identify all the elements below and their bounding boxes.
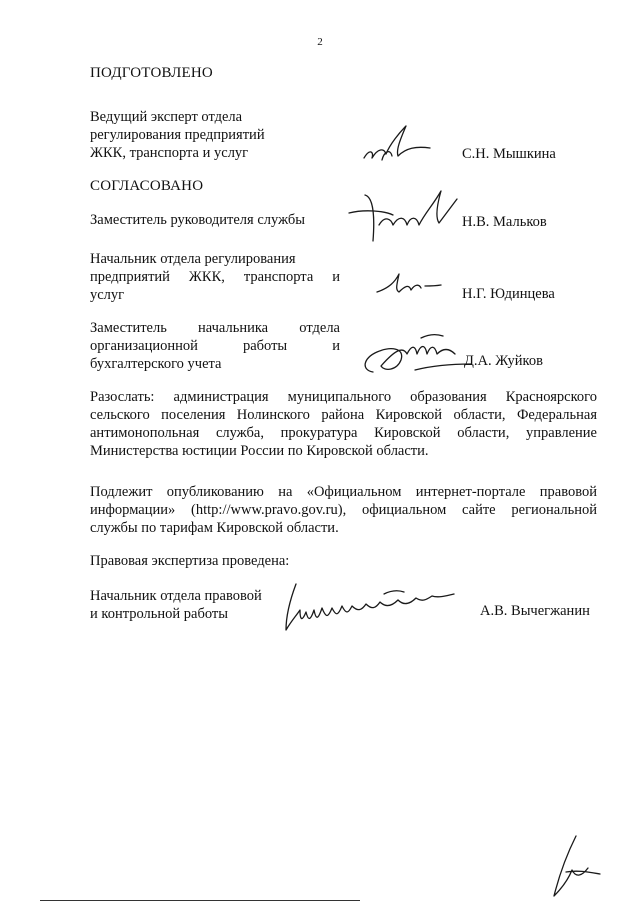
signer-position (90, 211, 350, 229)
prepared-heading: ПОДГОТОВЛЕНО (90, 65, 213, 81)
signer-name: Д.А. Жуйков (464, 353, 543, 369)
text-line: антимонопольная служба, прокуратура Кировской области, управление (90, 425, 597, 441)
page-number: 2 (317, 36, 323, 48)
text-line: Министерства юстиции России по Кировской области. (90, 443, 429, 459)
initials-mark (548, 832, 608, 902)
text-line: Подлежит опубликованию на «Официальном интернет-портале правовой (90, 484, 597, 500)
position-line: ЖКК, транспорта и услуг (90, 145, 249, 161)
prepared-position (90, 108, 340, 162)
signature-zhuykov (355, 330, 475, 380)
signer-name: Н.Г. Юдинцева (462, 286, 555, 302)
signature-vychegzhanin (276, 580, 466, 635)
position-line: бухгалтерского учета (90, 356, 222, 372)
signer-position (90, 319, 340, 373)
position-line: Ведущий эксперт отдела (90, 109, 243, 125)
text-line: информации» (http://www.pravo.gov.ru), официальном сайте региональной (90, 502, 597, 518)
footer-line (40, 900, 360, 901)
text-line: Разослать: администрация муниципального образования Красноярского (90, 389, 597, 405)
signature-myshkina (360, 118, 440, 168)
signer-name: С.Н. Мышкина (462, 146, 556, 162)
position-line: организационной работы и (90, 338, 340, 354)
position-line: и контрольной работы (90, 606, 228, 622)
signer-position (90, 250, 340, 304)
position-line: услуг (90, 287, 125, 303)
signature-malkov (345, 185, 465, 250)
text-line: сельского поселения Нолинского района Кировской области, Федеральная (90, 407, 597, 423)
signer-name: Н.В. Мальков (462, 214, 547, 230)
text-line: службы по тарифам Кировской области. (90, 520, 339, 536)
legal-review-position (90, 587, 290, 623)
signer-name: А.В. Вычегжанин (480, 603, 590, 619)
position-line: предприятий ЖКК, транспорта и (90, 269, 340, 285)
position-line: Заместитель начальника отдела (90, 320, 340, 336)
publication-paragraph (90, 483, 597, 537)
position-line: Заместитель руководителя службы (90, 212, 306, 228)
position-line: регулирования предприятий (90, 127, 265, 143)
legal-review-statement: Правовая экспертиза проведена: (90, 553, 290, 569)
position-line: Начальник отдела правовой (90, 588, 262, 604)
position-line: Начальник отдела регулирования (90, 251, 296, 267)
distribution-paragraph (90, 388, 597, 460)
signature-yudintseva (375, 270, 445, 300)
agreed-heading: СОГЛАСОВАНО (90, 178, 204, 194)
